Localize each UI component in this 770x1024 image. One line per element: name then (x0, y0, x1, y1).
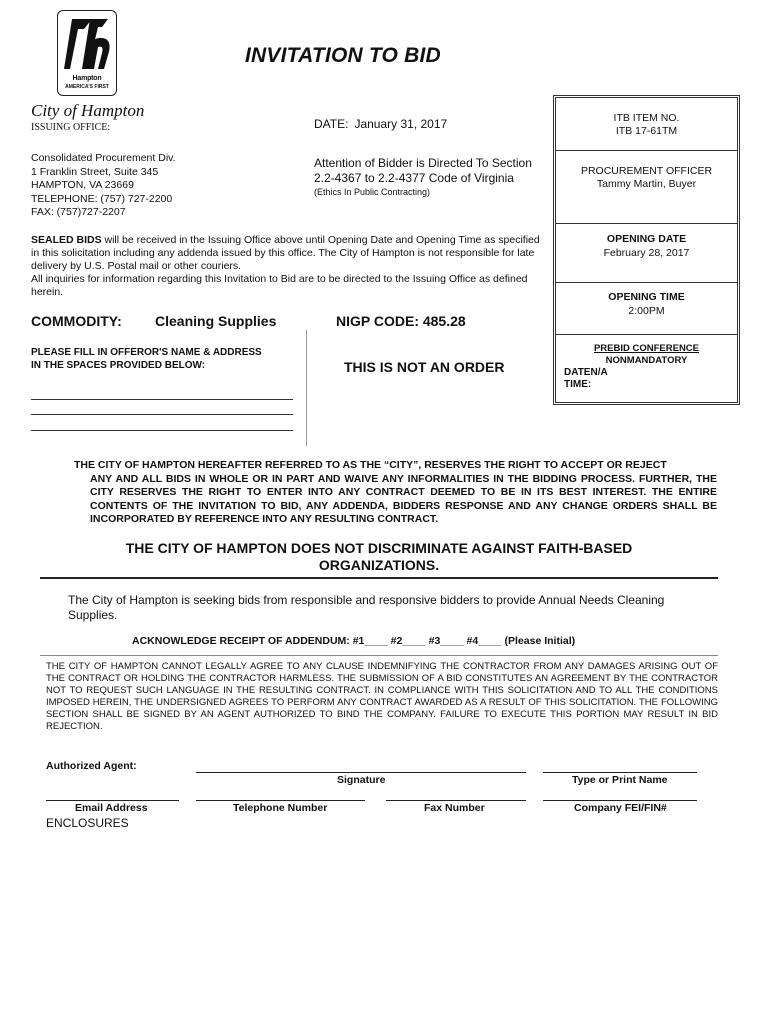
email-line[interactable] (46, 800, 179, 801)
office-telephone: TELEPHONE: (757) 727-2200 (31, 192, 173, 205)
date-line (314, 117, 453, 131)
bid-info-box (555, 97, 738, 403)
office-city-state: HAMPTON, VA 23669 (31, 179, 134, 191)
box-divider (556, 282, 737, 283)
signature-label: Signature (337, 774, 386, 786)
office-address-block (31, 152, 176, 220)
office-division: Consolidated Procurement Div. (31, 152, 176, 164)
fein-line[interactable] (543, 800, 697, 801)
box-divider (556, 334, 737, 335)
city-logo (57, 10, 117, 96)
offeror-instructions-line-2: IN THE SPACES PROVIDED BELOW: (31, 360, 206, 371)
prebid-conference-value: NONMANDATORY (605, 355, 688, 366)
print-name-line[interactable] (543, 772, 697, 773)
vertical-divider (306, 330, 307, 446)
offeror-address-line-2[interactable] (31, 430, 293, 431)
signature-line[interactable] (196, 772, 526, 773)
sealed-bids-text: will be received in the Issuing Office above until Opening Date and Opening Time as specified in this solicitation including any addenda issued by this office. The City of Hampton is not responsible for late delivery by U.S. Postal mail or other couriers. (31, 234, 540, 272)
commodity-label: COMMODITY: (31, 313, 122, 329)
offeror-instructions-line-1: PLEASE FILL IN OFFEROR'S NAME & ADDRESS (31, 347, 262, 358)
reserves-rest: ANY AND ALL BIDS IN WHOLE OR IN PART AND WAIVE ANY INFORMALITIES IN THE BIDDING PROCESS. FURTHER, THE CITY RESERVES THE RIGHT TO ENTER INTO ANY CONTRACT DEEMED TO BE IN ITS BEST INTEREST. THE ENTIRE CONTENTS OF THE INVITATION TO BID, ANY ADDENDA, BIDDERS RESPONSE AND ANY CHANGE ORDERS SHALL BE INCORPORATED BY REFERENCE INTO ANY RESULTING CONTRACT. (90, 472, 717, 526)
itb-item-label: ITB ITEM NO. (613, 112, 680, 124)
not-an-order-notice: THIS IS NOT AN ORDER (344, 359, 505, 375)
opening-time-value: 2:00PM (628, 305, 665, 317)
issuing-office-label: ISSUING OFFICE: (31, 122, 111, 133)
city-name: City of Hampton (31, 101, 145, 120)
prebid-conference-label: PREBID CONFERENCE (593, 343, 700, 354)
logo-text-tagline: AMERICA'S FIRST (65, 84, 109, 90)
box-divider (556, 150, 737, 151)
attention-line-2: 2.2-4367 to 2.2-4377 Code of Virginia (314, 170, 514, 185)
print-name-label: Type or Print Name (572, 774, 668, 786)
prebid-date: DATEN/A (564, 367, 608, 378)
date-value: January 31, 2017 (354, 117, 448, 131)
document-title: INVITATION TO BID (245, 44, 441, 67)
sealed-bids-label: SEALED BIDS (31, 234, 102, 246)
procurement-officer-label: PROCUREMENT OFFICER (580, 165, 713, 177)
attention-notice (314, 156, 532, 200)
horizontal-rule (40, 577, 718, 579)
offeror-address-line-1[interactable] (31, 414, 293, 415)
box-divider (556, 223, 737, 224)
telephone-label: Telephone Number (233, 802, 328, 814)
offeror-name-line[interactable] (31, 399, 293, 400)
indemnification-clause: THE CITY OF HAMPTON CANNOT LEGALLY AGREE TO ANY CLAUSE INDEMNIFYING THE CONTRACTOR FROM ANY DAMAGES ARISING OUT OF THE CONTRACT OR HOLDING THE CONTRACTOR HARMLESS. THE SUBMISSION OF A BID CONSTITUTES AN AGREEMENT BY THE CONTRACTOR NOT TO REQUEST SUCH LANGUAGE IN THE RESULTING CONTRACT. IN COMPLIANCE WITH THIS SOLICITATION AND TO ALL THE CONDITIONS IMPOSED HEREIN, THE UNDERSIGNED AGREES TO PERFORM ANY CONTRACT AWARDED AS A RESULT OF THIS SOLICITATION. THE FOLLOWING SECTION SHALL BE SIGNED BY AN AGENT AUTHORIZED TO BIND THE COMPANY. FAILURE TO EXECUTE THIS PORTION MAY RESULT IN BID REJECTION. (46, 661, 718, 732)
fax-line[interactable] (386, 800, 526, 801)
procurement-officer-value: Tammy Martin, Buyer (596, 178, 697, 190)
itb-item-value: ITB 17-61TM (615, 125, 678, 137)
authorized-agent-label: Authorized Agent: (46, 760, 137, 772)
office-street: 1 Franklin Street, Suite 345 (31, 165, 159, 178)
sealed-bids-paragraph (31, 234, 541, 299)
nigp-code: NIGP CODE: 485.28 (336, 313, 466, 329)
commodity-value: Cleaning Supplies (155, 313, 277, 329)
telephone-line[interactable] (196, 800, 365, 801)
reserves-line-1: THE CITY OF HAMPTON HEREAFTER REFERRED TO AS THE “CITY”, RESERVES THE RIGHT TO ACCEPT OR REJECT (74, 459, 667, 471)
attention-line-1: Attention of Bidder is Directed To Section (314, 156, 532, 170)
enclosures-label: ENCLOSURES (46, 816, 129, 830)
horizontal-rule (40, 655, 718, 656)
non-discrimination-line-1: THE CITY OF HAMPTON DOES NOT DISCRIMINATE AGAINST FAITH-BASED (125, 540, 633, 556)
office-fax: FAX: (757)727-2207 (31, 206, 126, 218)
non-discrimination-line-2: ORGANIZATIONS. (318, 557, 440, 573)
city-reserves-paragraph (74, 459, 717, 527)
attention-line-3: (Ethics In Public Contracting) (314, 187, 431, 197)
inquiries-text: All inquiries for information regarding this Invitation to Bid are to be directed to the Issuing Office as defined herein. (31, 273, 528, 298)
opening-time-label: OPENING TIME (608, 291, 685, 303)
opening-date-label: OPENING DATE (606, 233, 687, 245)
logo-text-hampton: Hampton (72, 75, 102, 82)
offeror-instructions (31, 346, 306, 372)
date-label: DATE: (314, 117, 349, 131)
email-label: Email Address (75, 802, 148, 814)
fein-label: Company FEI/FIN# (574, 802, 667, 814)
opening-date-value: February 28, 2017 (603, 247, 690, 259)
hampton-logo-mark-icon (62, 15, 114, 73)
solicitation-description: The City of Hampton is seeking bids from responsible and responsive bidders to provide Annual Needs Cleaning Supplies. (68, 593, 665, 622)
fax-label: Fax Number (424, 802, 485, 814)
prebid-time: TIME: (564, 379, 592, 390)
addendum-acknowledgement: ACKNOWLEDGE RECEIPT OF ADDENDUM: #1____ #2____ #3____ #4____ (Please Initial) (132, 635, 576, 647)
non-discrimination-heading (40, 540, 718, 574)
